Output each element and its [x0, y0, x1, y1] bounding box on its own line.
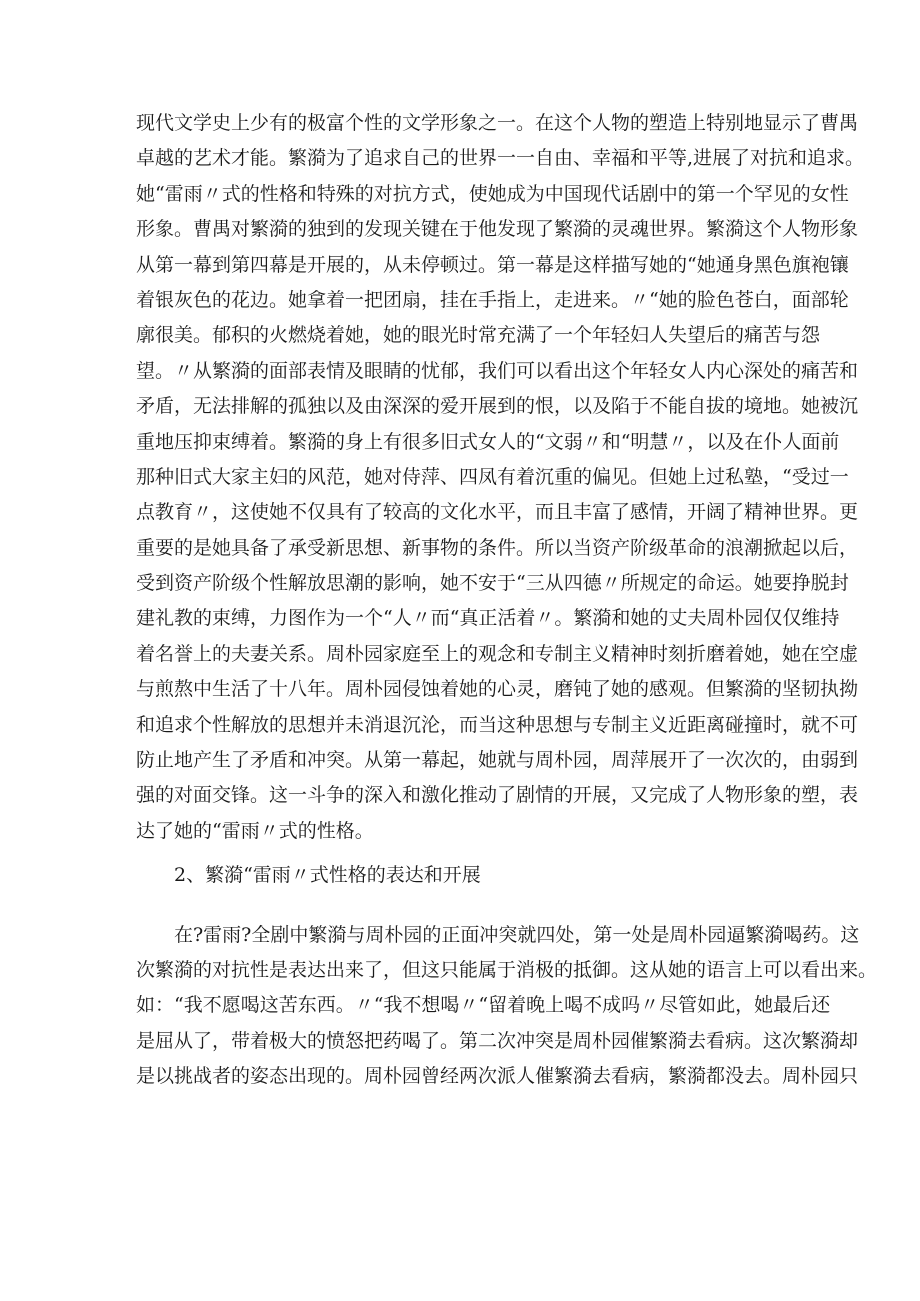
text-line: 和追求个性解放的思想并未消退沉沦，而当这种思想与专制主义近距离碰撞时，就不可: [136, 713, 859, 736]
text-line: 矛盾，无法排解的孤独以及由深深的爱开展到的恨，以及陷于不能自拔的境地。她被沉: [136, 395, 859, 418]
text-line: 她“雷雨〃式的性格和特殊的对抗方式，使她成为中国现代话剧中的第一个罕见的女性: [136, 182, 849, 205]
text-line: 现代文学史上少有的极富个性的文学形象之一。在这个人物的塑造上特别地显示了曹禺: [136, 112, 859, 134]
body-paragraph-1: [136, 106, 865, 849]
text-line: 如：“我不愿喝这苦东西。〃“我不想喝〃“留着晚上喝不成吗〃尽管如此，她最后还: [136, 994, 831, 1017]
text-line: 望。〃从繁漪的面部表情及眼睛的忧郁，我们可以看出这个年轻女人内心深处的痛苦和: [136, 359, 859, 382]
text-line: 卓越的艺术才能。繁漪为了追求自己的世界一一自由、幸福和平等,进展了对抗和追求。: [136, 147, 865, 170]
text-line: 形象。曹禺对繁漪的独到的发现关键在于他发现了繁漪的灵魂世界。繁漪这个人物形象: [136, 218, 859, 241]
text-line: 强的对面交锋。这一斗争的深入和激化推动了剧情的开展，又完成了人物形象的塑，表: [136, 784, 859, 807]
text-line-first: 在?雷雨?全剧中繁漪与周朴园的正面冲突就四处，第一处是周朴园逼繁漪喝药。这: [174, 923, 860, 946]
text-line: 与煎熬中生活了十八年。周朴园侵蚀着她的心灵，磨钝了她的感观。但繁漪的坚韧执拗: [136, 678, 859, 701]
section-heading: 2、繁漪“雷雨〃式性格的表达和开展: [174, 864, 481, 887]
text-line-last: 达了她的“雷雨〃式的性格。: [136, 819, 374, 842]
text-line: 重地压抑束缚着。繁漪的身上有很多旧式女人的“文弱〃和“明慧〃，以及在仆人面前: [136, 430, 840, 453]
text-line: 着银灰色的花边。她拿着一把团扇，挂在手指上，走进来。〃“她的脸色苍白，面部轮: [136, 288, 849, 311]
document-page: [136, 106, 878, 1095]
text-line: 受到资产阶级个性解放思潮的影响，她不安于“三从四德〃所规定的命运。她要挣脱封: [136, 572, 849, 595]
text-line: 从第一幕到第四幕是开展的，从未停顿过。第一幕是这样描写她的“她通身黑色旗袍镶: [136, 253, 849, 276]
text-line: 建礼教的束缚，力图作为一个“人〃而“真正活着〃。繁漪和她的丈夫周朴园仅仅维持: [136, 607, 840, 630]
text-line: 点教育〃，这使她不仅具有了较高的文化水平，而且丰富了感情，开阔了精神世界。更: [136, 501, 859, 524]
body-paragraph-2: [136, 918, 878, 1095]
text-line: 重要的是她具备了承受新思想、新事物的条件。所以当资产阶级革命的浪潮掀起以后，: [136, 536, 859, 559]
text-line: 着名誉上的夫妻关系。周朴园家庭至上的观念和专制主义精神时刻折磨着她，她在空虚: [136, 642, 859, 665]
text-line: 廓很美。郁积的火燃烧着她，她的眼光时常充满了一个年轻妇人失望后的痛苦与怨: [136, 324, 821, 347]
text-line: 防止地产生了矛盾和冲突。从第一幕起，她就与周朴园，周萍展开了一次次的，由弱到: [136, 749, 859, 772]
text-line: 次繁漪的对抗性是表达出来了，但这只能属于消极的抵御。这从她的语言上可以看出来。: [136, 958, 878, 981]
text-line: 那种旧式大家主妇的风范，她对侍萍、四凤有着沉重的偏见。但她上过私塾，“受过一: [136, 465, 849, 488]
text-line: 是以挑战者的姿态出现的。周朴园曾经两次派人催繁漪去看病，繁漪都没去。周朴园只: [136, 1065, 859, 1088]
text-line: 是屈从了，带着极大的愤怒把药喝了。第二次冲突是周朴园催繁漪去看病。这次繁漪却: [136, 1029, 859, 1052]
